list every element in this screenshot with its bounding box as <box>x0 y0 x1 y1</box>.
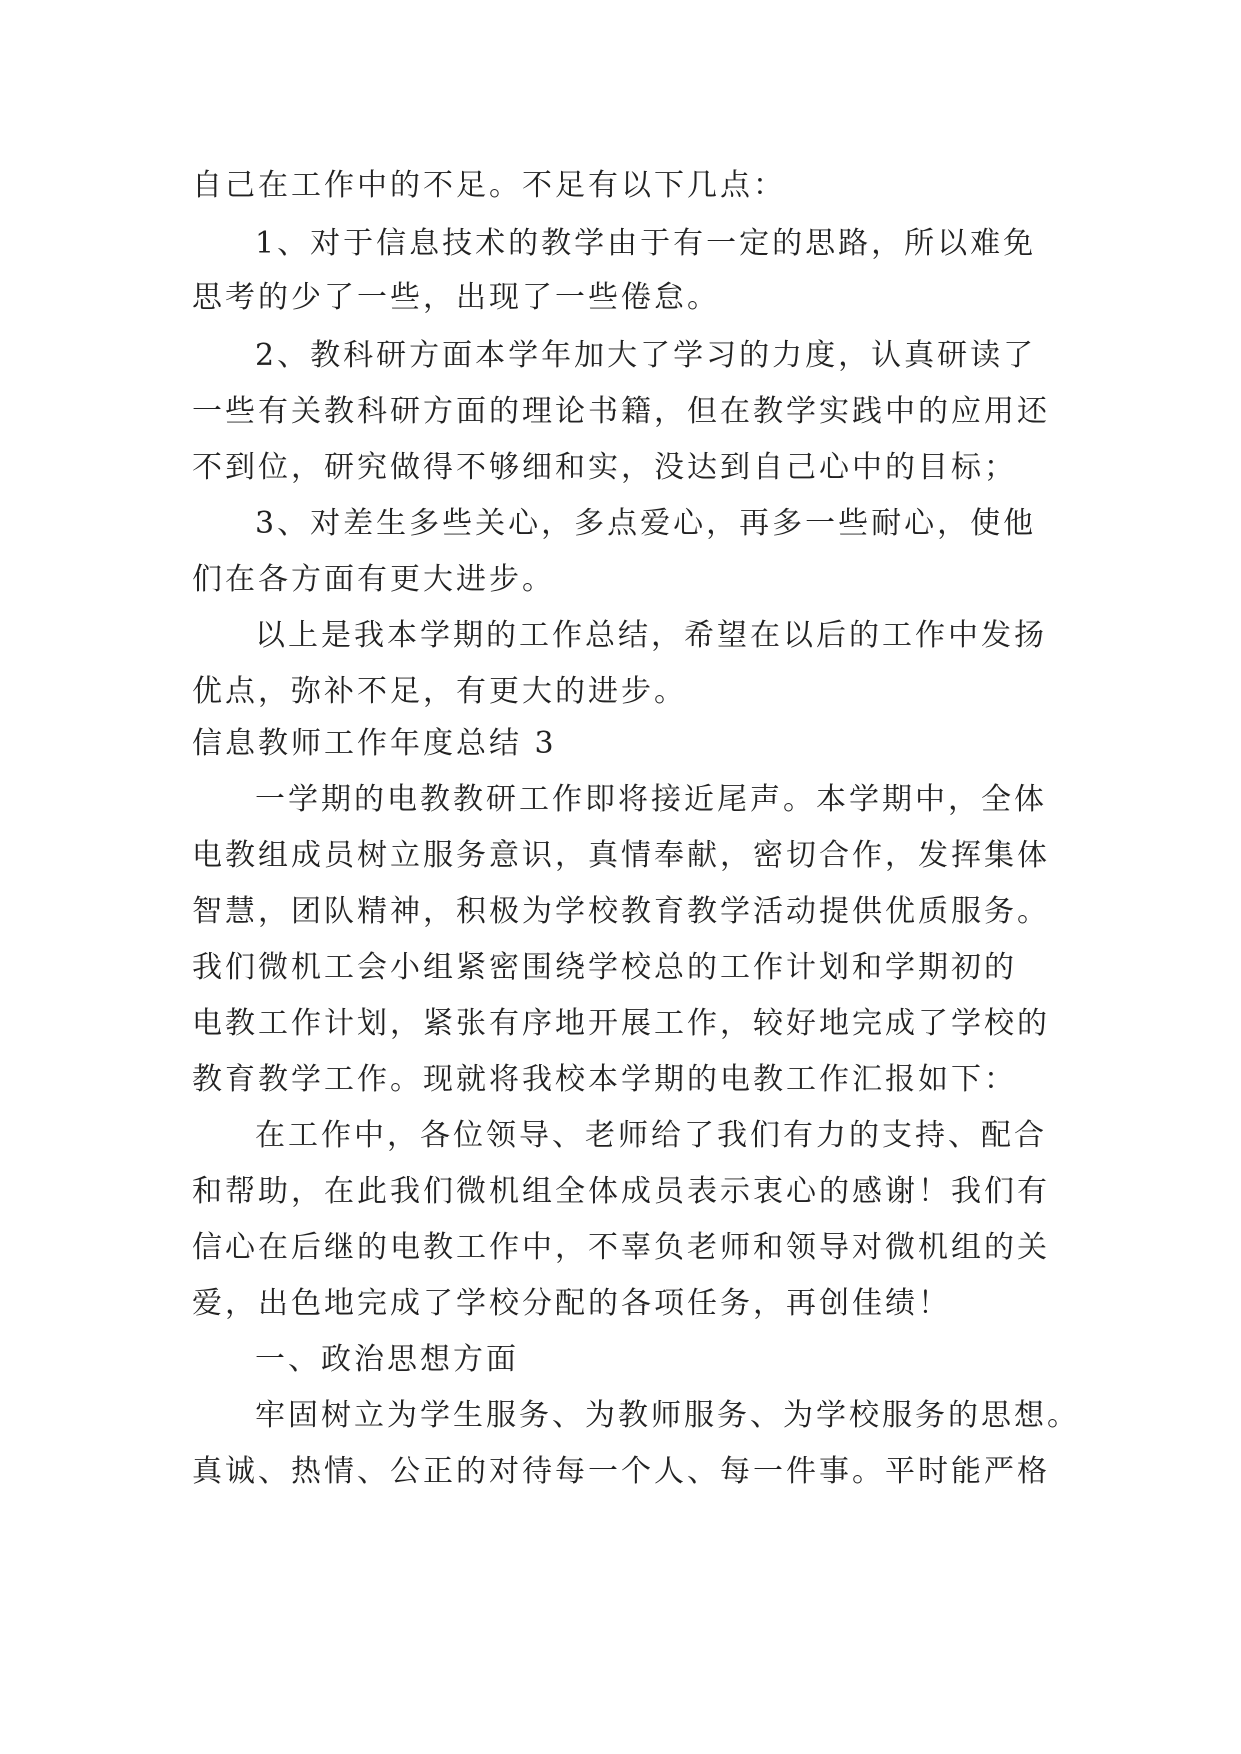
list-item-1-line-1: 1、对于信息技术的教学由于有一定的思路，所以难免 <box>255 226 1037 261</box>
list-item-2-line-3: 不到位，研究做得不够细和实，没达到自己心中的目标； <box>192 450 1017 485</box>
intro-paragraph-line-5: 电教工作计划，紧张有序地开展工作，较好地完成了学校的 <box>192 1006 1050 1041</box>
list-item-1-line-2: 思考的少了一些，出现了一些倦怠。 <box>192 280 720 315</box>
thanks-paragraph-line-2: 和帮助，在此我们微机组全体成员表示衷心的感谢！我们有 <box>192 1174 1050 1209</box>
section-heading: 信息教师工作年度总结 3 <box>192 726 557 761</box>
thanks-paragraph-line-4: 爱，出色地完成了学校分配的各项任务，再创佳绩！ <box>192 1286 951 1321</box>
list-item-3-line-1: 3、对差生多些关心，多点爱心，再多一些耐心，使他 <box>255 506 1037 541</box>
list-item-2-line-2: 一些有关教科研方面的理论书籍，但在教学实践中的应用还 <box>192 394 1050 429</box>
intro-paragraph-line-2: 电教组成员树立服务意识，真情奉献，密切合作，发挥集体 <box>192 838 1050 873</box>
intro-paragraph-line-1: 一学期的电教教研工作即将接近尾声。本学期中，全体 <box>255 782 1047 817</box>
summary-paragraph-line-2: 优点，弥补不足，有更大的进步。 <box>192 674 687 709</box>
text-line: 自己在工作中的不足。不足有以下几点： <box>192 168 786 203</box>
intro-paragraph-line-3: 智慧，团队精神，积极为学校教育教学活动提供优质服务。 <box>192 894 1050 929</box>
list-item-2-line-1: 2、教科研方面本学年加大了学习的力度，认真研读了 <box>255 338 1037 373</box>
summary-paragraph-line-1: 以上是我本学期的工作总结，希望在以后的工作中发扬 <box>255 618 1047 653</box>
list-item-3-line-2: 们在各方面有更大进步。 <box>192 562 555 597</box>
politics-paragraph-line-1: 牢固树立为学生服务、为教师服务、为学校服务的思想。 <box>255 1398 1080 1433</box>
intro-paragraph-line-6: 教育教学工作。现就将我校本学期的电教工作汇报如下： <box>192 1062 1017 1097</box>
intro-paragraph-line-4: 我们微机工会小组紧密围绕学校总的工作计划和学期初的 <box>192 950 1017 985</box>
subsection-heading: 一、政治思想方面 <box>255 1342 519 1377</box>
thanks-paragraph-line-3: 信心在后继的电教工作中，不辜负老师和领导对微机组的关 <box>192 1230 1050 1265</box>
thanks-paragraph-line-1: 在工作中，各位领导、老师给了我们有力的支持、配合 <box>255 1118 1047 1153</box>
politics-paragraph-line-2: 真诚、热情、公正的对待每一个人、每一件事。平时能严格 <box>192 1454 1050 1489</box>
